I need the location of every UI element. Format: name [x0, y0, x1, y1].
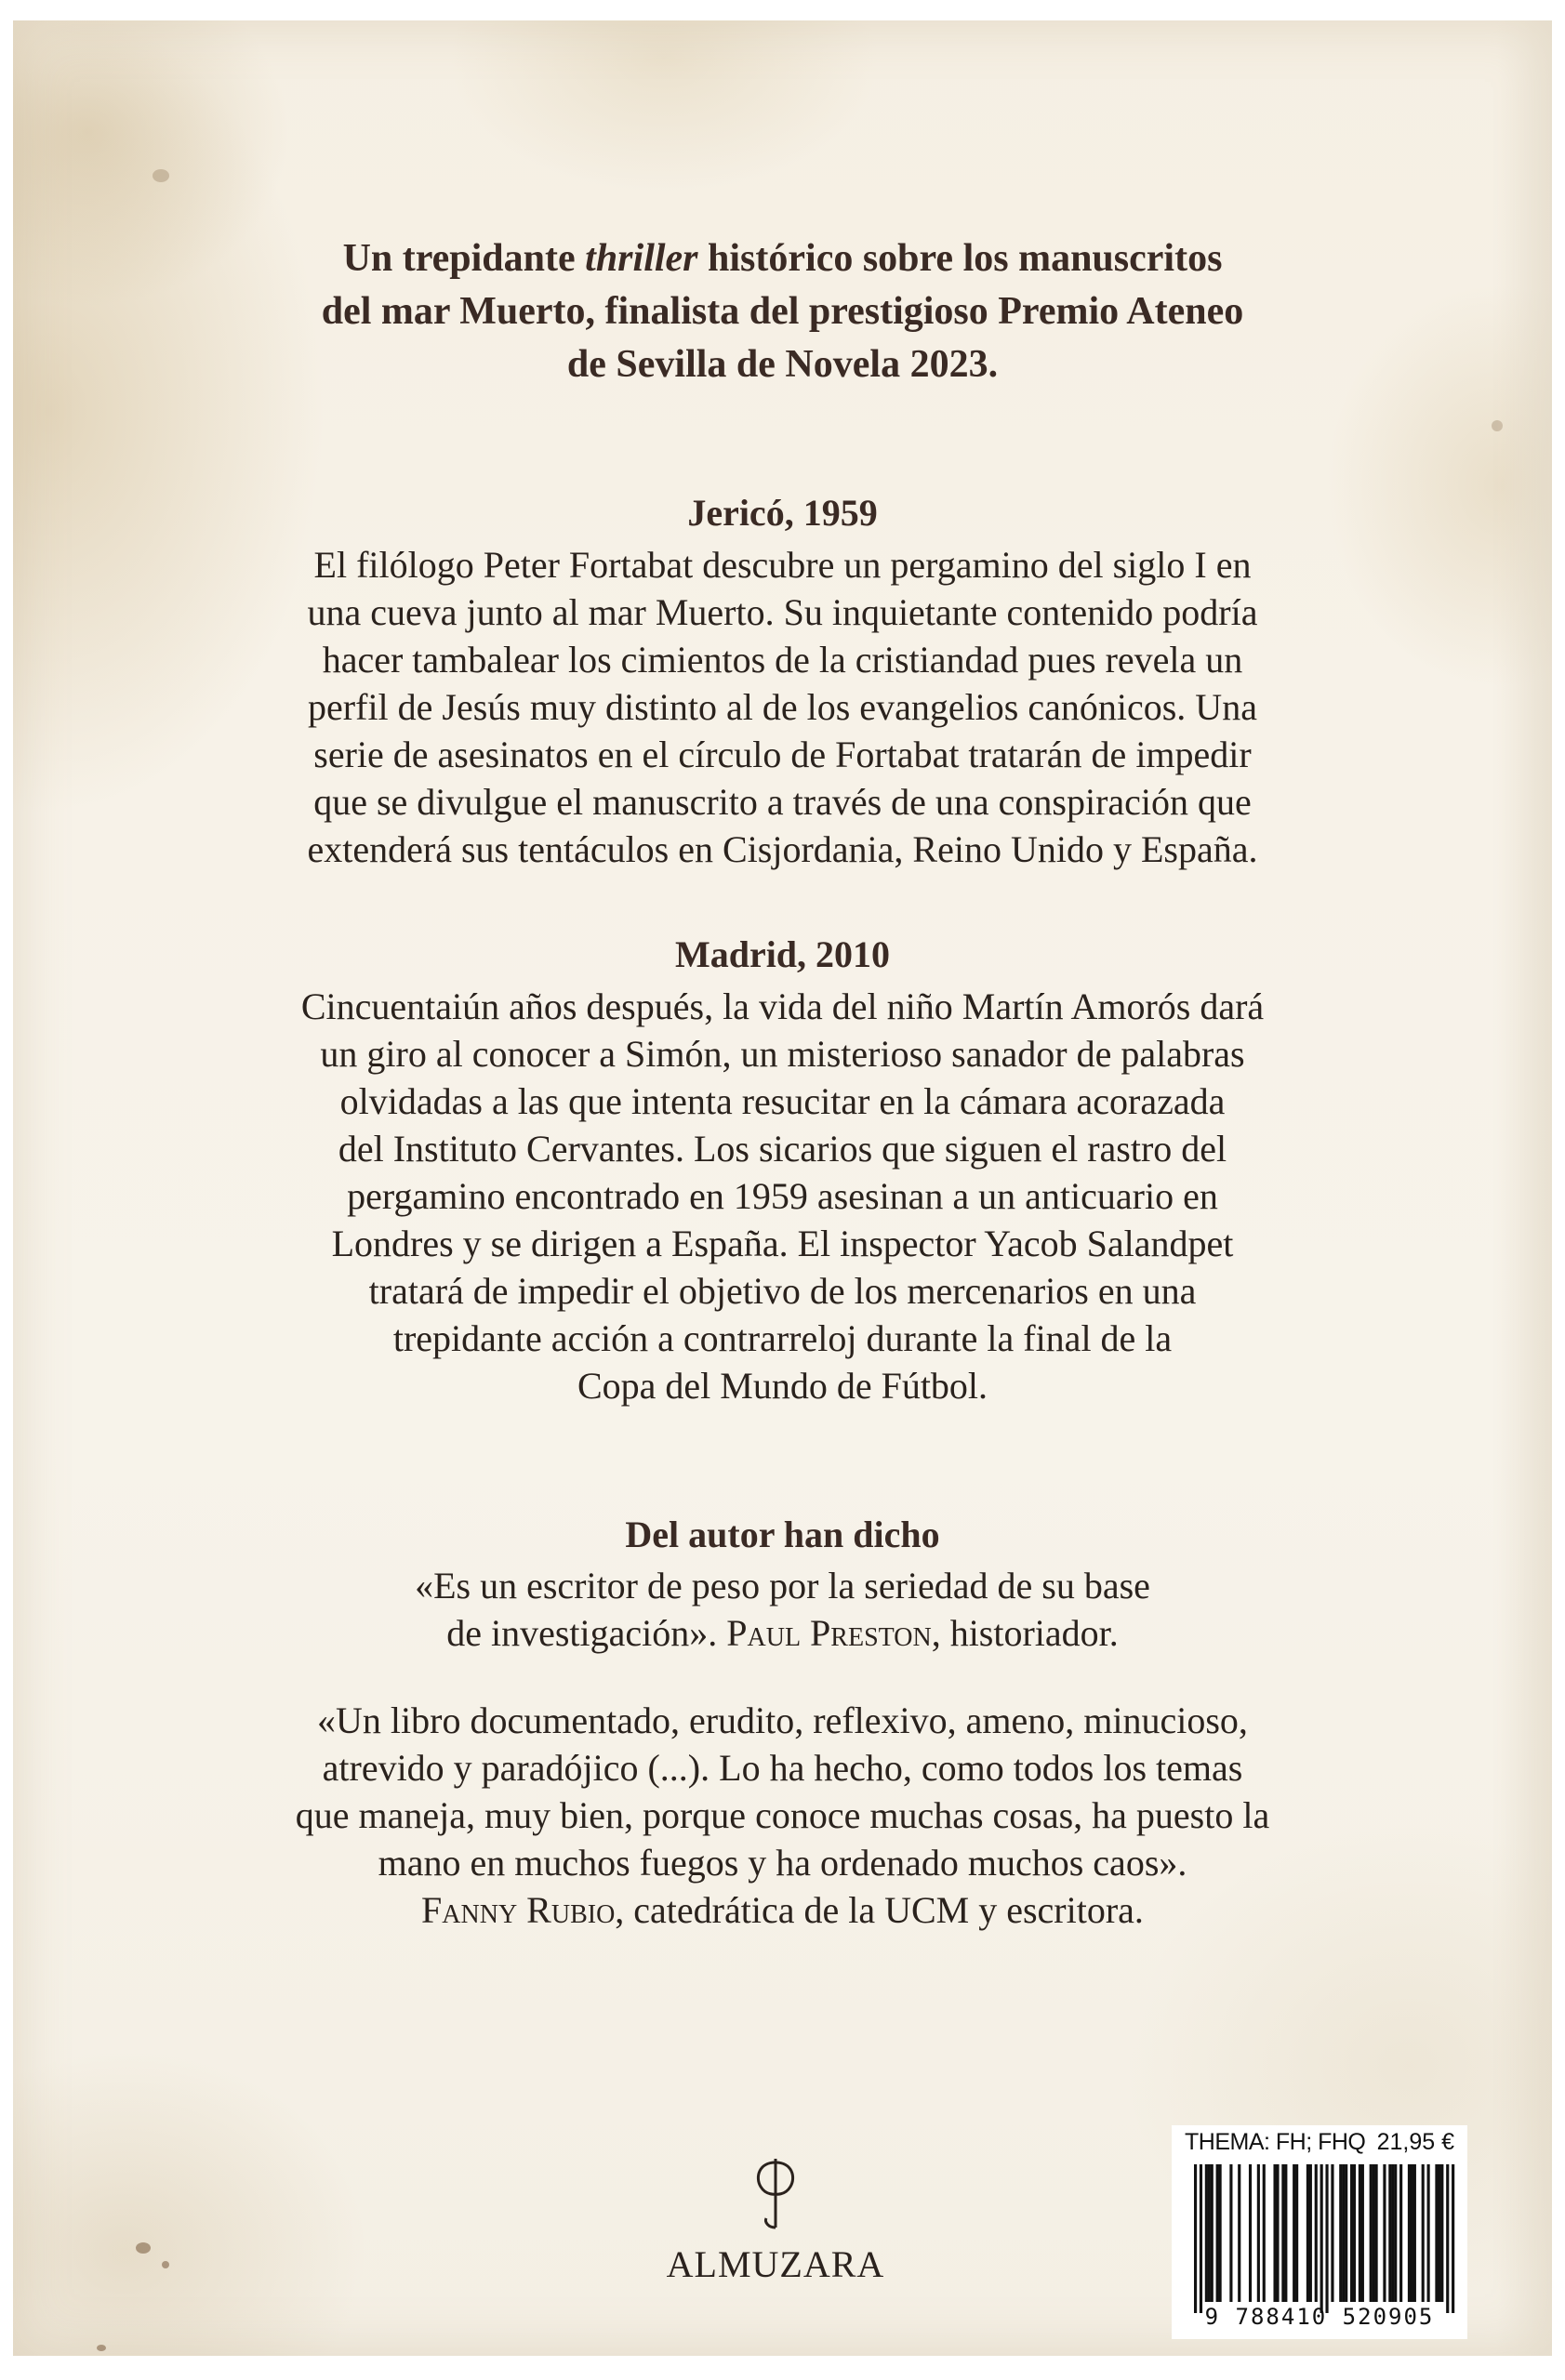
barcode-label — [1172, 2125, 1467, 2339]
body-line: El filólogo Peter Fortabat descubre un pergamino del siglo I en — [313, 544, 1252, 586]
barcode-bar — [1359, 2164, 1361, 2302]
barcode-bar — [1399, 2164, 1402, 2302]
barcode-bar — [1446, 2164, 1449, 2313]
stain-speck — [153, 169, 169, 182]
review-quote-2 — [13, 1697, 1552, 1934]
body-line: Cincuentaiún años después, la vida del niño Martín Amorós dará — [300, 985, 1265, 1027]
section-heading-madrid: Madrid, 2010 — [674, 933, 891, 975]
synopsis-jerico — [13, 485, 1552, 873]
barcode-bar — [1350, 2164, 1353, 2302]
barcode-bar — [1295, 2164, 1298, 2302]
body-line: serie de asesinatos en el círculo de Fortabat tratarán de impedir — [313, 734, 1252, 775]
section-heading-jerico: Jericó, 1959 — [687, 492, 878, 534]
barcode-bar — [1388, 2164, 1391, 2302]
barcode-bar — [1370, 2164, 1373, 2302]
barcode-bar — [1373, 2164, 1375, 2302]
barcode-bar — [1383, 2164, 1386, 2302]
barcode-bar — [1435, 2164, 1438, 2302]
barcode-bar — [1281, 2164, 1284, 2302]
barcode-bar — [1211, 2164, 1214, 2302]
body-line: Copa del Mundo de Fútbol. — [577, 1365, 988, 1407]
barcode-bar — [1375, 2164, 1378, 2302]
section-body-jerico — [13, 541, 1552, 873]
reviews-heading: Del autor han dicho — [625, 1514, 940, 1555]
barcode-bar — [1325, 2164, 1328, 2313]
barcode-bar — [1413, 2164, 1416, 2302]
barcode-bar — [1361, 2164, 1364, 2302]
quote-line: mano en muchos fuegos y ha ordenado muchos caos». — [378, 1842, 1187, 1884]
barcode-bar — [1200, 2164, 1202, 2313]
barcode-bar — [1422, 2164, 1425, 2302]
barcode-bar — [1309, 2164, 1312, 2302]
barcode-bar — [1273, 2164, 1276, 2302]
body-line: que se divulgue el manuscrito a través de una conspiración que — [313, 781, 1252, 823]
barcode-bar — [1408, 2164, 1411, 2302]
barcode-bar — [1284, 2164, 1287, 2302]
barcode-bar — [1440, 2164, 1443, 2302]
body-line: trepidante acción a contrarreloj durante la final de la — [392, 1317, 1173, 1359]
tagline-line-3: de Sevilla de Novela 2023. — [566, 343, 999, 386]
barcode-bar — [1394, 2164, 1397, 2302]
barcode-bar — [1452, 2164, 1454, 2313]
stain-speck — [136, 2242, 151, 2254]
quote-author-name: Paul Preston — [726, 1612, 932, 1654]
tagline-italic-word: thriller — [585, 237, 698, 280]
synopsis-madrid — [13, 927, 1552, 1409]
tagline-line-2: del mar Muerto, finalista del prestigioso Premio Ateneo — [321, 290, 1244, 333]
barcode-bar — [1411, 2164, 1413, 2302]
stain-speck — [162, 2261, 169, 2268]
body-line: olvidadas a las que intenta resucitar en la cámara acorazada — [339, 1080, 1226, 1122]
body-line: extenderá sus tentáculos en Cisjordania, Reino Unido y España. — [307, 828, 1258, 870]
barcode-bar — [1205, 2164, 1208, 2302]
barcode-bar — [1229, 2164, 1232, 2302]
barcode-bar — [1339, 2164, 1342, 2302]
barcode-bar — [1315, 2164, 1318, 2302]
barcode-bar — [1216, 2164, 1219, 2302]
publisher-name: ALMUZARA — [666, 2243, 885, 2285]
barcode-bar — [1219, 2164, 1222, 2302]
body-line: perfil de Jesús muy distinto al de los evangelios canónicos. Una — [308, 686, 1257, 728]
stain-speck — [97, 2345, 106, 2351]
stain-speck — [1492, 420, 1503, 431]
body-line: una cueva junto al mar Muerto. Su inquietante contenido podría — [307, 591, 1258, 633]
body-line: Londres y se dirigen a España. El inspector Yacob Salandpet — [331, 1223, 1234, 1264]
barcode-bar — [1249, 2164, 1252, 2302]
barcode-bar — [1345, 2164, 1347, 2302]
barcode-bar — [1257, 2164, 1260, 2302]
barcode-bar — [1208, 2164, 1211, 2302]
body-line: tratará de impedir el objetivo de los mercenarios en una — [368, 1270, 1197, 1312]
quote-line: de investigación». Paul Preston, historiador. — [446, 1612, 1119, 1654]
book-back-cover — [13, 20, 1552, 2356]
quote-line: atrevido y paradójico (...). Lo ha hecho, como todos los temas — [322, 1747, 1243, 1789]
barcode-bar — [1238, 2164, 1240, 2302]
reviews — [13, 1508, 1552, 1657]
quote-author-name: Fanny Rubio — [421, 1889, 616, 1931]
barcode-bar — [1438, 2164, 1440, 2302]
quote-attribution: Fanny Rubio, catedrática de la UCM y escritora. — [421, 1889, 1144, 1931]
barcode-bar — [1293, 2164, 1295, 2302]
quote-line: que maneja, muy bien, porque conoce muchas cosas, ha puesto la — [295, 1794, 1270, 1836]
section-body-madrid — [13, 983, 1552, 1409]
barcode-bar — [1320, 2164, 1323, 2313]
review-quote-1 — [13, 1562, 1552, 1657]
tagline-line-1: Un trepidante thriller histórico sobre los manuscritos — [342, 237, 1223, 280]
body-line: del Instituto Cervantes. Los sicarios que siguen el rastro del — [338, 1128, 1227, 1170]
barcode-bar — [1391, 2164, 1394, 2302]
isbn-number: 9 788410 520905 — [1204, 2304, 1435, 2330]
tagline — [13, 232, 1552, 391]
body-line: un giro al conocer a Simón, un misterioso sanador de palabras — [320, 1033, 1245, 1075]
almuzara-logo-icon — [748, 2153, 803, 2231]
barcode-bars — [1172, 2164, 1467, 2313]
body-line: hacer tambalear los cimientos de la cristiandad pues revela un — [322, 639, 1243, 681]
barcode-bar — [1276, 2164, 1279, 2302]
barcode-bar — [1194, 2164, 1197, 2313]
barcode-bar — [1427, 2164, 1430, 2302]
barcode-bar — [1263, 2164, 1266, 2302]
barcode-bar — [1331, 2164, 1333, 2302]
barcode-bar — [1342, 2164, 1345, 2302]
body-line: pergamino encontrado en 1959 asesinan a un anticuario en — [347, 1175, 1218, 1217]
barcode-bar — [1353, 2164, 1356, 2302]
quote-line: «Es un escritor de peso por la seriedad de su base — [415, 1565, 1150, 1606]
price-tag: 21,95 € — [1376, 2129, 1454, 2155]
thema-code: THEMA: FH; FHQ — [1185, 2129, 1366, 2155]
quote-line: «Un libro documentado, erudito, reflexivo, ameno, minucioso, — [317, 1699, 1248, 1741]
barcode-bar — [1306, 2164, 1309, 2302]
